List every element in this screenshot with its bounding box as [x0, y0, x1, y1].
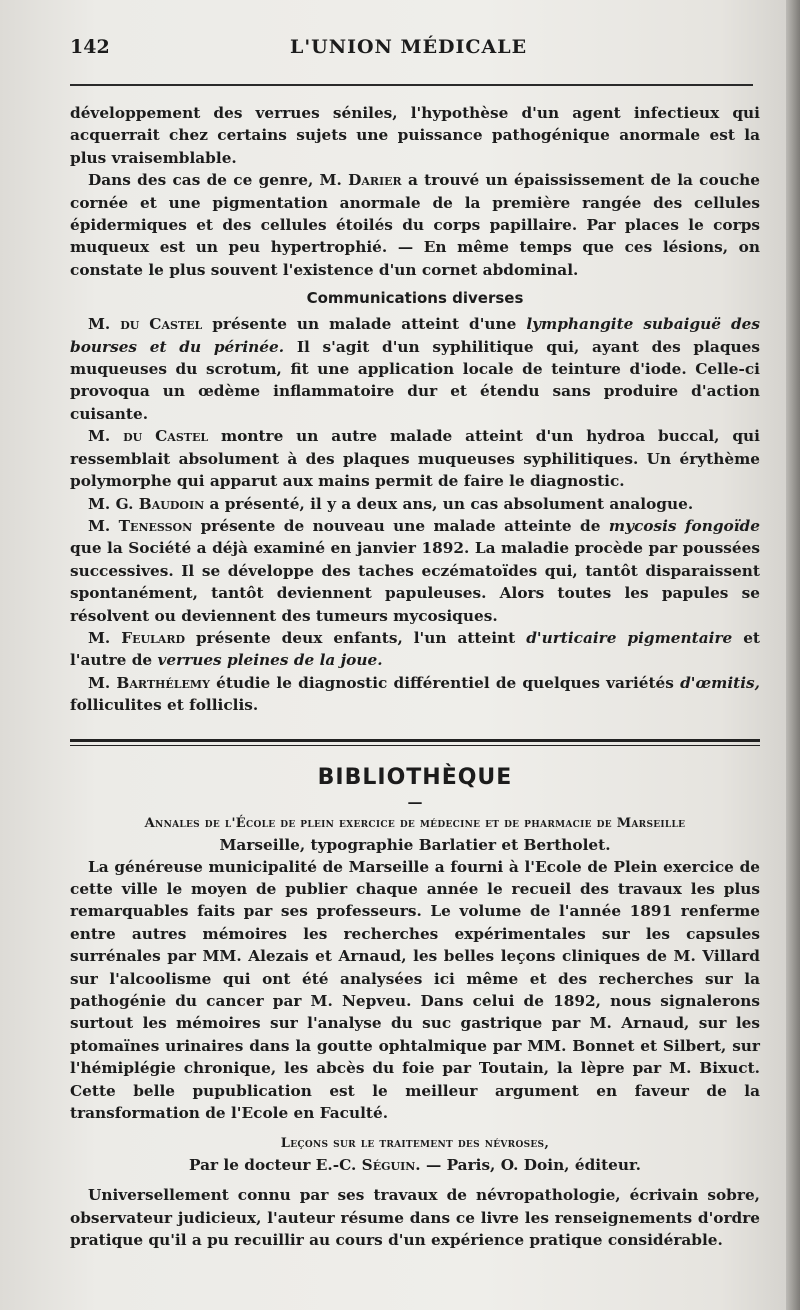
author-name: Baudoin	[138, 494, 205, 513]
item-prefix: M.	[88, 315, 121, 334]
communication-item	[70, 313, 760, 425]
item-text: présente un malade atteint d'une	[202, 315, 527, 334]
page-edge-shadow	[786, 0, 800, 1310]
divider-thick-line	[70, 739, 760, 742]
section-heading-bibliotheque: BIBLIOTHÈQUE	[317, 764, 513, 790]
item-text: a présenté, il y a deux ans, un cas absolument analogue.	[204, 494, 694, 513]
author-name: Barthélemy	[116, 673, 210, 692]
intro-p2-end: a trouvé un épaississement de la couche cornée et une pigmentation anormale de la première rangée des cellules épidermiques et des cellules étoilés du corps papillaire. Par places le corps muqueux est un peu hypertrophié. — En même temps que ces lésions, on constate le plus souvent l'existence d'un cornet abdominal.	[70, 171, 760, 279]
running-title: L'UNION MÉDICALE	[290, 36, 528, 58]
item-text: Il s'agit d'un syphilitique qui, ayant des plaques muqueuses du scrotum, fit une application locale de teinture d'iode. Celle-ci provoqua un œdème inflammatoire dur et étendu sans produire d'action cuisante.	[70, 337, 760, 423]
book-title-lecons: Leçons sur le traitement des névroses,	[280, 1136, 550, 1152]
book-review-annales: La généreuse municipalité de Marseille a fourni à l'Ecole de Plein exercice de cette ville le moyen de publier chaque année le recueil des travaux les plus remarquables faits par ses professeurs. Le volume de l'année 1891 renferme entre autres mémoires les recherches expérimentales sur les capsules surrénales par MM. Alezais et Arnaud, les belles leçons cliniques de M. Villard sur l'alcoolisme qui ont été analysées ici même et des recherches sur la pathogénie du cancer par M. Nepveu. Dans celui de 1892, nous signalerons surtout les mémoires sur l'analyse du suc gastrique par M. Arnaud, sur les ptomaïnes urinaires dans la goutte ophtalmique par MM. Bonnet et Silbert, sur l'hémiplégie chronique, les abcès du foie par Toutain, la lèpre par M. Bixuct. Cette belle pupublication est le meilleur argument en faveur de la transformation de l'Ecole en Faculté.	[70, 857, 760, 1123]
header-rule	[70, 84, 753, 86]
communication-item	[70, 515, 760, 627]
book-publisher-lecons: . — Paris, O. Doin, éditeur.	[415, 1156, 641, 1175]
item-prefix: M.	[88, 516, 119, 535]
item-prefix: M.	[88, 427, 124, 446]
intro-p2-start: Dans des cas de ce genre, M.	[88, 171, 349, 190]
communication-item	[70, 627, 760, 672]
title-dash: —	[407, 792, 423, 811]
author-name-seguin: Séguin	[361, 1156, 416, 1175]
item-italic: mycosis fongoïde	[608, 516, 760, 535]
intro-paragraph-2	[70, 169, 760, 281]
section-heading-communications: Communications diverses	[306, 289, 524, 308]
item-italic: d'urticaire pigmentaire	[526, 628, 733, 647]
item-italic: verrues pleines de la joue.	[157, 651, 383, 670]
divider-thin-line	[70, 745, 760, 746]
item-text: présente de nouveau une malade atteinte de	[192, 516, 609, 535]
book-author-prefix: Par le docteur E.-C.	[189, 1156, 362, 1175]
item-text: et l'autre de	[70, 628, 760, 670]
book-publisher-annales: Marseille, typographie Barlatier et Bertholet.	[219, 835, 611, 854]
page-header	[70, 36, 760, 76]
intro-paragraph-1: développement des verrues séniles, l'hypothèse d'un agent infectieux qui acquerrait chez certains sujets une puissance pathogénique anormale est la plus vraisemblable.	[70, 104, 760, 167]
section-divider	[70, 739, 760, 746]
item-italic: d'œmitis,	[680, 673, 760, 692]
author-name: Tenesson	[118, 516, 193, 535]
item-text: étudie le diagnostic différentiel de quelques variétés	[209, 673, 681, 692]
author-name-darier: Darier	[348, 171, 402, 190]
item-text: présente deux enfants, l'un atteint	[185, 628, 527, 647]
item-italic: lymphangite subaiguë des bourses et du périnée.	[70, 315, 761, 356]
spacer	[70, 1124, 760, 1132]
author-name: du Castel	[123, 427, 209, 446]
text-area	[70, 36, 760, 1252]
communication-item	[70, 425, 760, 492]
item-text: montre un autre malade atteint d'un hydroa buccal, qui ressemblait absolument à des plaques muqueuses syphilitiques. Un érythème polymorphe qui apparut aux mains permit de faire le diagnostic.	[70, 427, 760, 491]
book-title-annales: Annales de l'École de plein exercice de médecine et de pharmacie de Marseille	[144, 815, 686, 831]
item-text: folliculites et folliclis.	[70, 696, 259, 715]
book-author-lecons	[70, 1154, 760, 1176]
author-name: du Castel	[120, 315, 203, 334]
spacer	[70, 1176, 760, 1184]
item-prefix: M. G.	[88, 494, 139, 513]
communication-item	[70, 672, 760, 717]
book-review-lecons: Universellement connu par ses travaux de névropathologie, écrivain sobre, observateur judicieux, l'auteur résume dans ce livre les renseignements d'ordre pratique qu'il a pu recuillir au cours d'un expérience pratique considérable.	[70, 1186, 760, 1250]
item-prefix: M.	[88, 628, 122, 647]
communication-item	[70, 493, 760, 515]
item-text: que la Société a déjà examiné en janvier 1892. La maladie procède par poussées successives. Il se développe des taches eczématoïdes qui, tantôt disparaissent spontanément, tantôt deviennent papuleuses. Alors toutes les papules se résolvent ou deviennent des tumeurs mycosiques.	[70, 539, 760, 625]
author-name: Feulard	[121, 628, 186, 647]
page-number: 142	[70, 36, 110, 58]
item-prefix: M.	[88, 673, 117, 692]
